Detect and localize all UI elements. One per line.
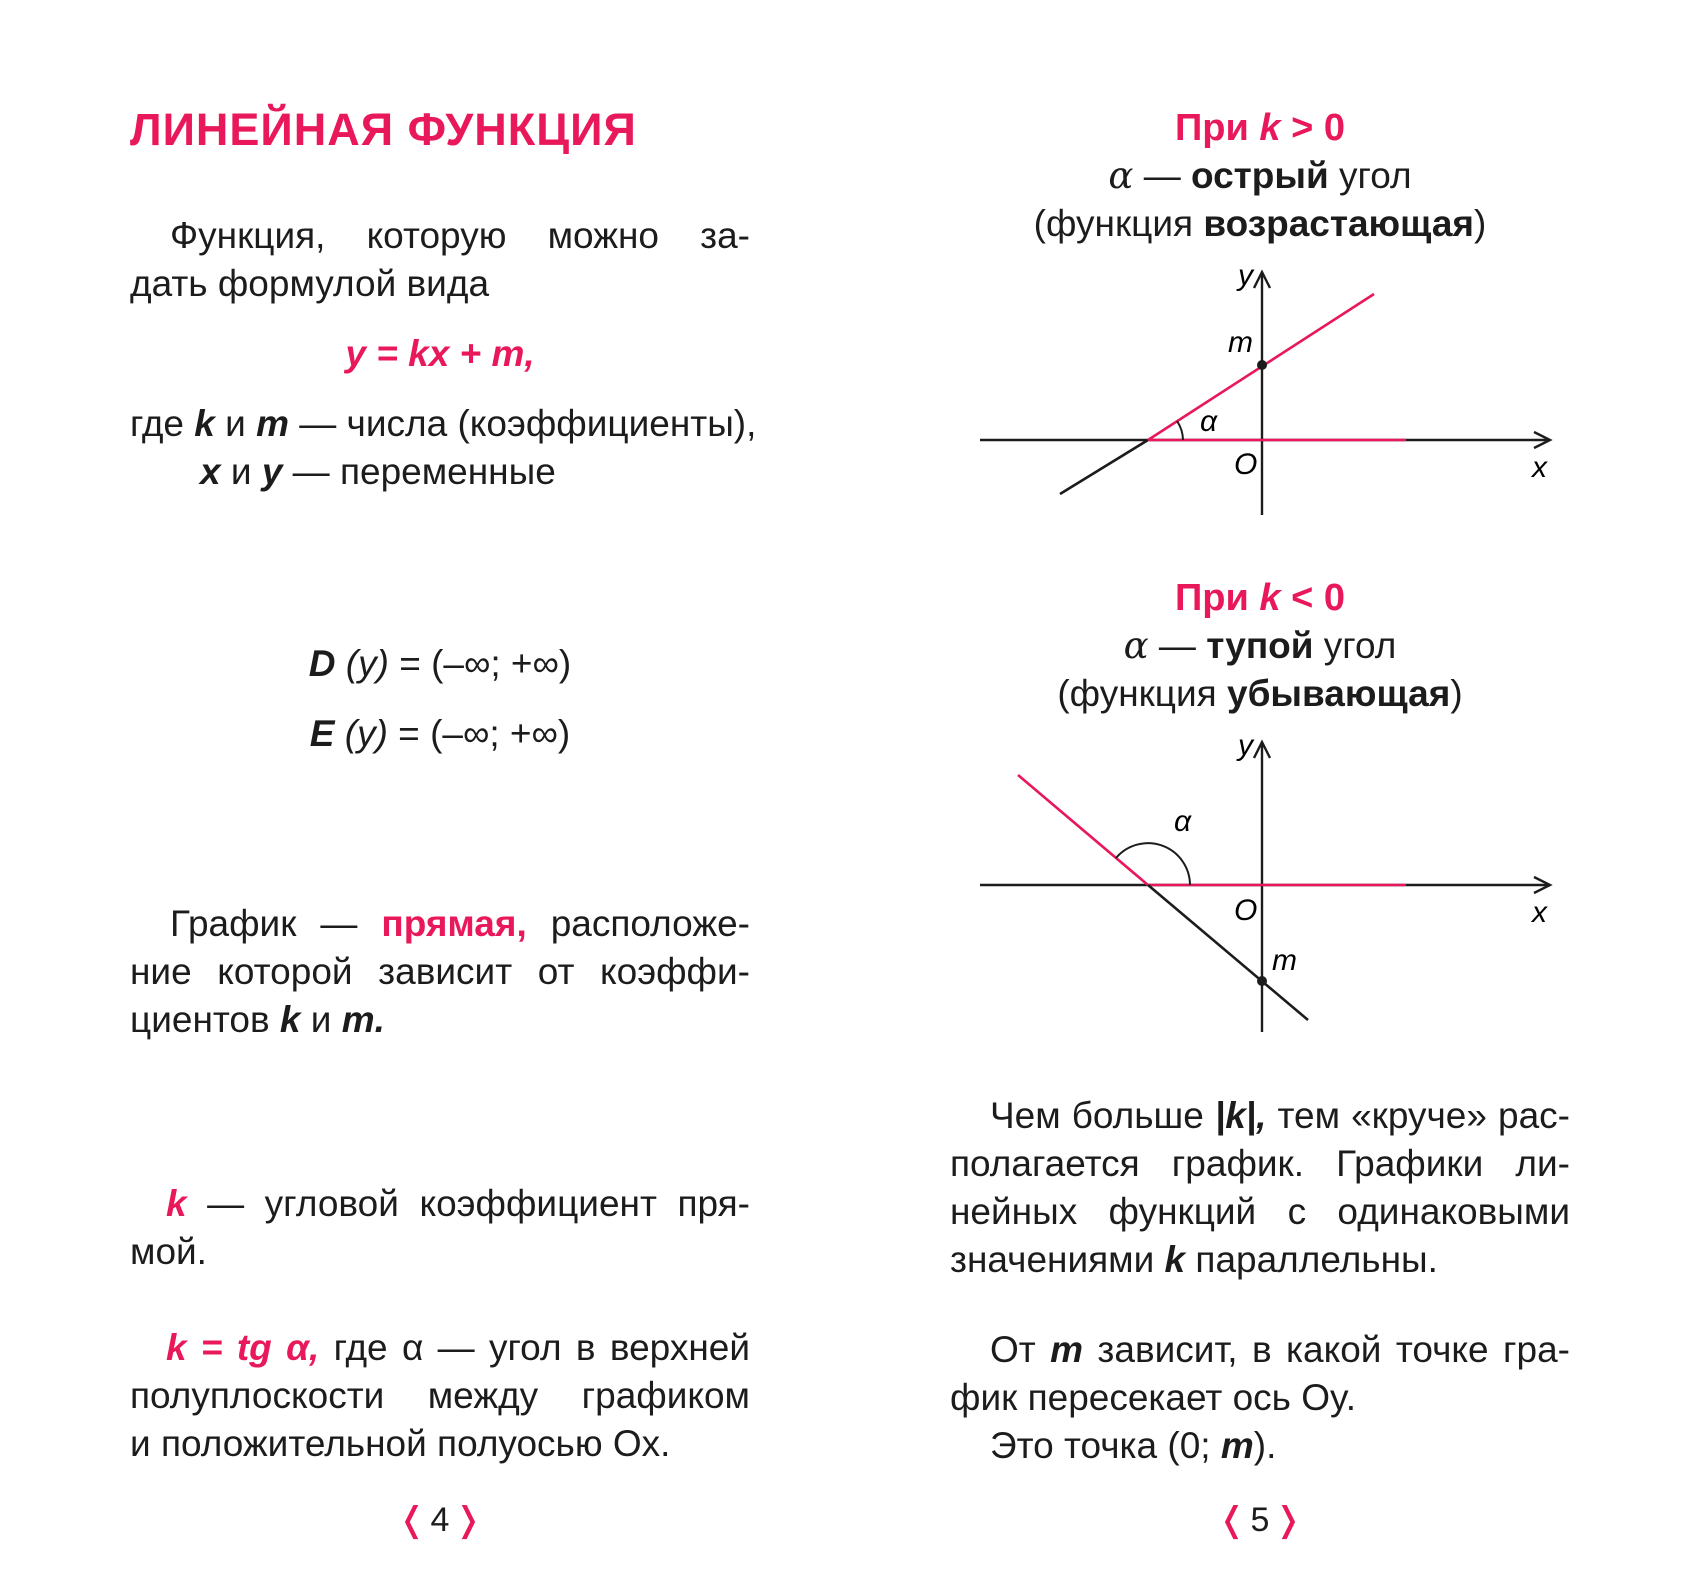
pos-line-2 [950,152,1570,200]
graph-highlight: прямая, [381,903,527,944]
m-line-1 [950,1326,1570,1374]
x-label: x [1532,451,1547,484]
neg-prefix: При [1174,577,1260,619]
neg-heading [950,574,1570,622]
intro-paragraph [130,212,750,308]
var-k: k [194,403,215,444]
k-paragraph [130,1180,750,1276]
neg-heading-block [950,574,1570,718]
alpha-label-2: α [1174,805,1192,838]
domain-value: = (–∞; +∞) [388,643,572,684]
graph2-line-upper [1018,775,1148,885]
range-arg: (y) [344,713,388,754]
where-text-a: где [130,403,195,444]
graph-line-2: ние которой зависит от коэффи- [130,951,750,992]
where-text-b: и [214,403,257,444]
steep-line-3: нейных функций с одинаковыми [950,1191,1570,1232]
where2-text-a: и [220,451,262,492]
where-line-2 [130,448,750,496]
origin-label: O [1234,448,1258,481]
graph3-k: k [279,999,301,1040]
k-text: — угловой коэффициент пря- [186,1183,750,1224]
origin-label-2: O [1234,894,1258,927]
m-label: m [1228,326,1253,359]
page-number-left [340,1500,540,1540]
pos-line-3 [950,200,1570,248]
steep-line-2: полагается график. Графики ли- [950,1143,1570,1184]
var-m: m [256,403,289,444]
page-number-5: 5 [1250,1501,1270,1539]
var-y: y [261,451,283,492]
graph-text-b: расположе- [526,903,750,944]
graph-line-lower [1060,440,1148,494]
m-text-b: зависит, в какой точке гра- [1083,1329,1570,1370]
tg-line-3: и положительной полуосью Ox. [130,1423,671,1464]
m3-text-a: Это точка (0; [990,1425,1221,1466]
graph-decreasing [960,730,1580,1040]
m-symbol: m [1050,1329,1084,1370]
neg-angle-type: тупой [1206,625,1314,666]
tg-highlight: k = tg α, [166,1327,320,1368]
alpha-label: α [1200,405,1218,438]
neg-line-3 [950,670,1570,718]
k-line-1 [130,1180,750,1228]
pos-heading [950,104,1570,152]
pos-func-type: возрастающая [1203,203,1474,244]
m-point [1257,360,1267,370]
tg-paragraph [130,1324,750,1468]
graph3-text-b: и [300,999,342,1040]
steep4-text-b: параллельны. [1185,1239,1438,1280]
formula: y = kx + m, [345,333,535,374]
y-label-2: y [1238,730,1253,762]
domain-arg: (y) [345,643,389,684]
angle-right-icon-2: ❭ [1273,1501,1303,1539]
pos-alpha: α [1108,154,1134,197]
pos-angle-type: острый [1190,155,1329,196]
neg-open: (функция [1057,673,1227,714]
page-number-right [1160,1500,1360,1540]
pos-heading-block [950,104,1570,248]
pos-rest: угол [1328,155,1412,196]
tg-line-1 [130,1324,750,1372]
pos-open: (функция [1033,203,1204,244]
pos-close: ) [1473,203,1487,244]
graph3-text-a: циентов [130,999,280,1040]
steep-line-1 [950,1092,1570,1140]
pos-dash: — [1133,155,1191,196]
angle-arc [1177,421,1183,440]
range-func: E [309,713,335,754]
graph-increasing [960,260,1580,520]
tg-text: где α — угол в верхней [319,1327,751,1368]
steep-text-a: Чем больше [990,1095,1215,1136]
angle-arc-2 [1116,843,1190,885]
page-title: ЛИНЕЙНАЯ ФУНКЦИЯ [130,104,637,155]
m-paragraph [950,1326,1570,1470]
where-line-1 [130,400,757,448]
domain-formula [130,640,750,688]
range-formula [130,710,750,758]
y-label: y [1238,260,1253,292]
intro-line-2: дать формулой вида [130,263,490,304]
steep-paragraph [950,1092,1570,1284]
graph-line-1 [130,900,750,948]
m3-m: m [1220,1425,1254,1466]
neg-rest: угол [1313,625,1397,666]
pos-k: k [1259,107,1281,149]
steep-line-4 [950,1236,1570,1284]
where2-text-b: — переменные [282,451,556,492]
neg-func-type: убывающая [1227,673,1451,714]
var-x: x [200,451,221,492]
neg-rel: < 0 [1280,577,1346,619]
where-text-c: — числа (коэффициенты), [289,403,757,444]
angle-right-icon: ❭ [453,1501,483,1539]
m-line-2: фик пересекает ось Oy. [950,1377,1357,1418]
domain-func: D [308,643,336,684]
neg-close: ) [1450,673,1463,714]
page-number-4: 4 [430,1501,450,1539]
neg-k: k [1259,577,1281,619]
steep4-text-a: значениями [950,1239,1165,1280]
neg-dash: — [1148,625,1207,666]
neg-line-2 [950,622,1570,670]
graph3-m: m. [341,999,385,1040]
k-symbol: k [166,1183,187,1224]
tg-line-2: полуплоскости между графиком [130,1375,750,1416]
pos-rel: > 0 [1280,107,1346,149]
intro-line-1: Функция, которую можно за- [170,215,750,256]
angle-left-icon-2: ❬ [1217,1501,1247,1539]
k-line-2: мой. [130,1231,207,1272]
abs-k: |k|, [1214,1095,1267,1136]
steep4-k: k [1164,1239,1186,1280]
m-line-3 [950,1422,1570,1470]
x-label-2: x [1532,896,1547,929]
graph-text-a: График — [170,903,382,944]
pos-prefix: При [1174,107,1260,149]
m-point-2 [1257,976,1267,986]
graph-line-3 [130,996,750,1044]
m3-text-b: ). [1253,1425,1277,1466]
where-paragraph [130,400,757,496]
neg-alpha: α [1123,624,1149,667]
m-text-a: От [990,1329,1051,1370]
m-label-2: m [1272,944,1297,977]
steep-text-b: тем «круче» рас- [1266,1095,1570,1136]
graph-paragraph [130,900,750,1044]
range-value: = (–∞; +∞) [387,713,571,754]
angle-left-icon: ❬ [397,1501,427,1539]
